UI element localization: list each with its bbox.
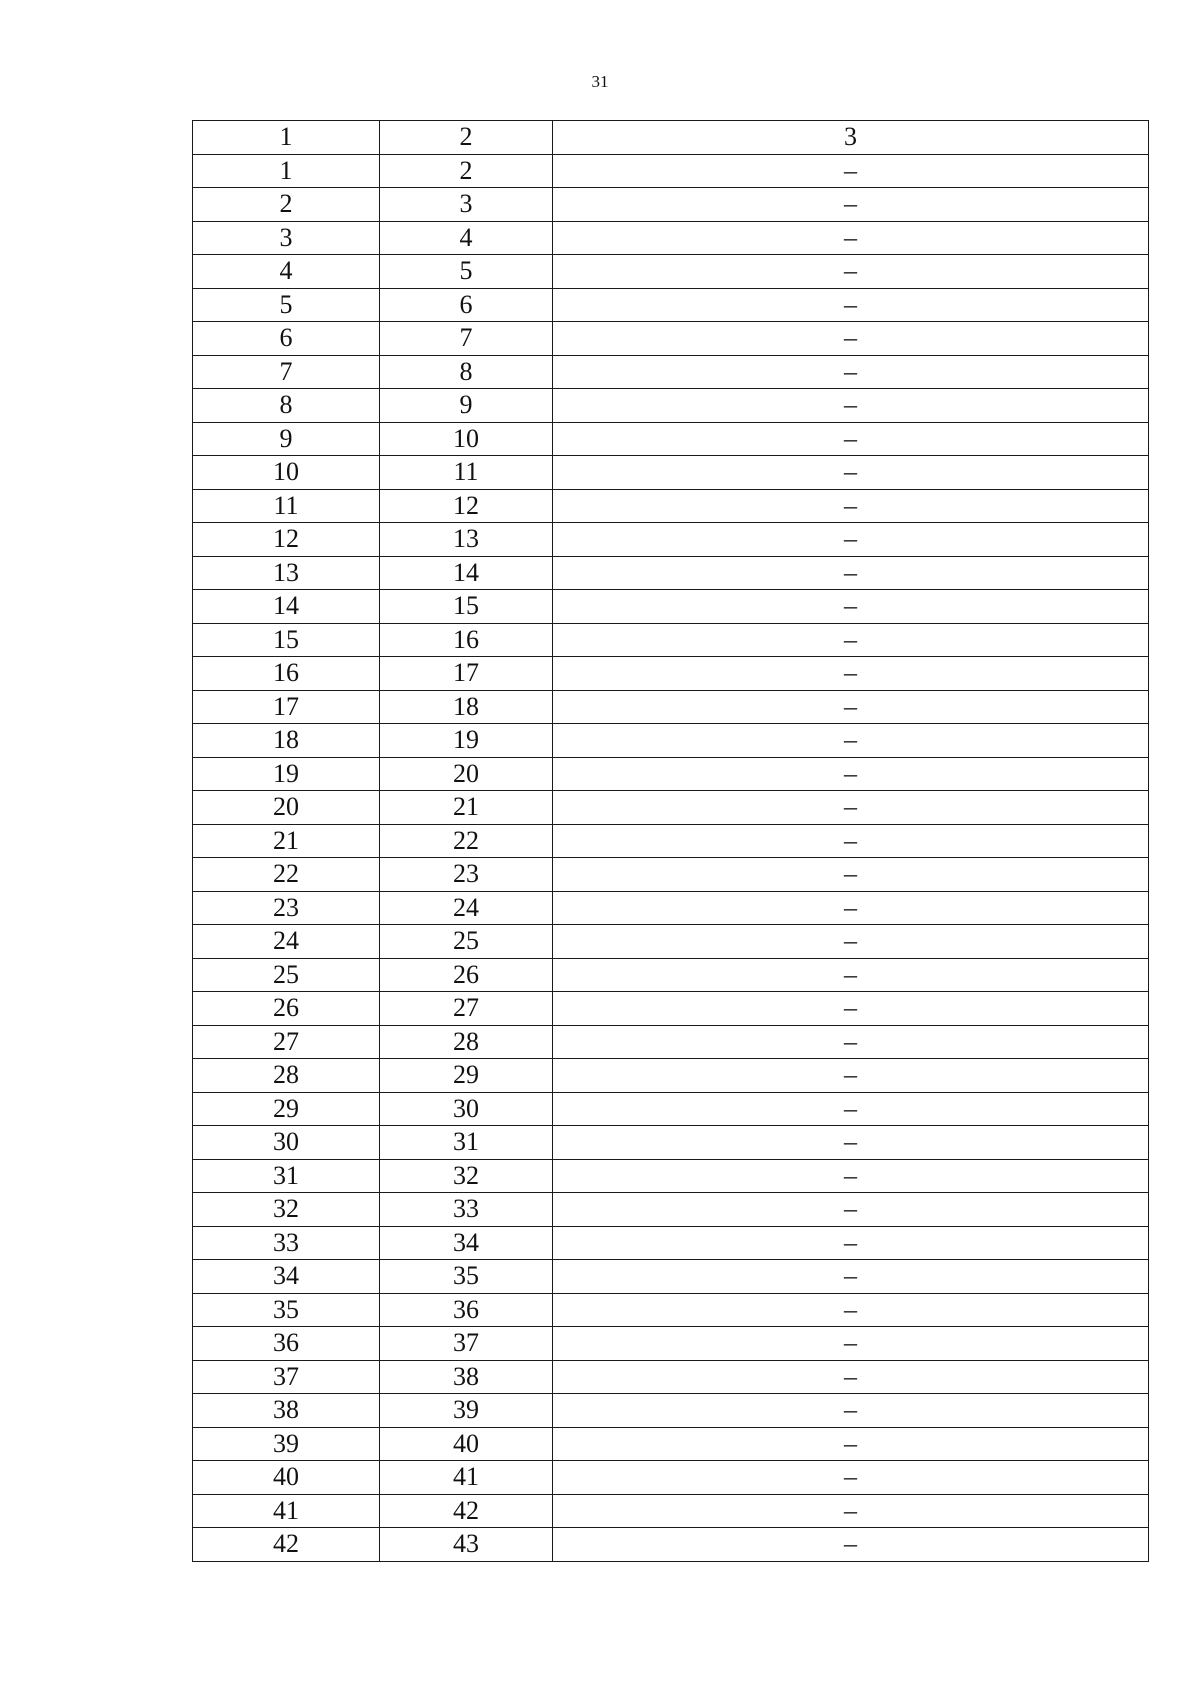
- table-cell-col3: –: [553, 925, 1149, 959]
- table-cell-col2: 41: [380, 1461, 553, 1495]
- table-cell-col2: 38: [380, 1360, 553, 1394]
- table-row: [193, 221, 1149, 255]
- table-row: [193, 858, 1149, 892]
- table-cell-col3: –: [553, 1494, 1149, 1528]
- table-row: [193, 690, 1149, 724]
- table-cell-col1: 9: [193, 422, 380, 456]
- table-cell-col2: 26: [380, 958, 553, 992]
- table-cell-col2: 10: [380, 422, 553, 456]
- table-row: [193, 288, 1149, 322]
- table-cell-col2: 15: [380, 590, 553, 624]
- table-cell-col1: 4: [193, 255, 380, 289]
- table-row: [193, 1025, 1149, 1059]
- table-cell-col2: 3: [380, 188, 553, 222]
- table-cell-col3: –: [553, 992, 1149, 1026]
- table-cell-col1: 22: [193, 858, 380, 892]
- table-cell-col2: 31: [380, 1126, 553, 1160]
- table-cell-col1: 38: [193, 1394, 380, 1428]
- table-cell-col1: 18: [193, 724, 380, 758]
- table-cell-col2: 25: [380, 925, 553, 959]
- table-cell-col3: –: [553, 322, 1149, 356]
- table-cell-col1: 8: [193, 389, 380, 423]
- table-row: [193, 1293, 1149, 1327]
- table-cell-col2: 7: [380, 322, 553, 356]
- table-cell-col3: –: [553, 858, 1149, 892]
- column-header-1: 1: [193, 121, 380, 155]
- table-cell-col3: –: [553, 523, 1149, 557]
- table-cell-col1: 17: [193, 690, 380, 724]
- table-cell-col1: 7: [193, 355, 380, 389]
- table-cell-col2: 23: [380, 858, 553, 892]
- table-cell-col3: –: [553, 1193, 1149, 1227]
- table-row: [193, 958, 1149, 992]
- table-cell-col1: 14: [193, 590, 380, 624]
- table-cell-col3: –: [553, 1394, 1149, 1428]
- table-cell-col3: –: [553, 891, 1149, 925]
- table-cell-col1: 32: [193, 1193, 380, 1227]
- table-cell-col3: –: [553, 1360, 1149, 1394]
- table-row: [193, 623, 1149, 657]
- table-cell-col2: 34: [380, 1226, 553, 1260]
- table-cell-col2: 22: [380, 824, 553, 858]
- table-cell-col1: 2: [193, 188, 380, 222]
- page-number: 31: [591, 72, 609, 91]
- table-cell-col2: 2: [380, 154, 553, 188]
- table-cell-col3: –: [553, 489, 1149, 523]
- table-cell-col2: 28: [380, 1025, 553, 1059]
- table-cell-col3: –: [553, 288, 1149, 322]
- table-row: [193, 590, 1149, 624]
- table-row: [193, 1059, 1149, 1093]
- table-cell-col1: 29: [193, 1092, 380, 1126]
- table-row: [193, 1528, 1149, 1562]
- table-cell-col1: 35: [193, 1293, 380, 1327]
- table-cell-col2: 24: [380, 891, 553, 925]
- table-row: [193, 322, 1149, 356]
- table-cell-col1: 20: [193, 791, 380, 825]
- table-row: [193, 1159, 1149, 1193]
- table-cell-col3: –: [553, 456, 1149, 490]
- table-cell-col3: –: [553, 1327, 1149, 1361]
- table-cell-col3: –: [553, 1025, 1149, 1059]
- table-cell-col2: 4: [380, 221, 553, 255]
- table-row: [193, 1427, 1149, 1461]
- table-cell-col2: 29: [380, 1059, 553, 1093]
- table-cell-col1: 37: [193, 1360, 380, 1394]
- table-row: [193, 891, 1149, 925]
- table-cell-col3: –: [553, 1092, 1149, 1126]
- table-row: [193, 992, 1149, 1026]
- table-cell-col2: 40: [380, 1427, 553, 1461]
- table-cell-col1: 25: [193, 958, 380, 992]
- table-cell-col1: 5: [193, 288, 380, 322]
- table-row: [193, 154, 1149, 188]
- table-cell-col1: 42: [193, 1528, 380, 1562]
- table-cell-col2: 17: [380, 657, 553, 691]
- table-cell-col3: –: [553, 757, 1149, 791]
- table-cell-col2: 37: [380, 1327, 553, 1361]
- table-cell-col3: –: [553, 1461, 1149, 1495]
- table-cell-col3: –: [553, 1159, 1149, 1193]
- table-cell-col1: 24: [193, 925, 380, 959]
- table-cell-col3: –: [553, 590, 1149, 624]
- table-cell-col2: 13: [380, 523, 553, 557]
- table-row: [193, 657, 1149, 691]
- table-cell-col3: –: [553, 1260, 1149, 1294]
- table-cell-col3: –: [553, 690, 1149, 724]
- table-row: [193, 1461, 1149, 1495]
- table-cell-col2: 30: [380, 1092, 553, 1126]
- table-cell-col3: –: [553, 389, 1149, 423]
- table-cell-col1: 10: [193, 456, 380, 490]
- table-cell-col3: –: [553, 154, 1149, 188]
- table-row: [193, 1394, 1149, 1428]
- table-cell-col2: 42: [380, 1494, 553, 1528]
- table-cell-col1: 27: [193, 1025, 380, 1059]
- table-cell-col2: 12: [380, 489, 553, 523]
- table-cell-col2: 11: [380, 456, 553, 490]
- table-cell-col2: 32: [380, 1159, 553, 1193]
- table-cell-col2: 9: [380, 389, 553, 423]
- table-cell-col1: 34: [193, 1260, 380, 1294]
- table-cell-col1: 39: [193, 1427, 380, 1461]
- table-cell-col2: 18: [380, 690, 553, 724]
- table-row: [193, 188, 1149, 222]
- table-cell-col2: 8: [380, 355, 553, 389]
- table-cell-col1: 36: [193, 1327, 380, 1361]
- table-row: [193, 791, 1149, 825]
- table-cell-col2: 6: [380, 288, 553, 322]
- table-cell-col2: 14: [380, 556, 553, 590]
- table-cell-col1: 6: [193, 322, 380, 356]
- table-cell-col2: 43: [380, 1528, 553, 1562]
- table-cell-col2: 35: [380, 1260, 553, 1294]
- table-cell-col1: 11: [193, 489, 380, 523]
- table-cell-col2: 39: [380, 1394, 553, 1428]
- table-cell-col1: 33: [193, 1226, 380, 1260]
- table-cell-col2: 16: [380, 623, 553, 657]
- table-row: [193, 1327, 1149, 1361]
- table-cell-col3: –: [553, 1059, 1149, 1093]
- table-row: [193, 489, 1149, 523]
- table-cell-col3: –: [553, 422, 1149, 456]
- table-cell-col1: 23: [193, 891, 380, 925]
- data-table: [192, 120, 1149, 1562]
- table-cell-col3: –: [553, 1226, 1149, 1260]
- table-cell-col3: –: [553, 958, 1149, 992]
- table-row: [193, 1226, 1149, 1260]
- table-cell-col1: 28: [193, 1059, 380, 1093]
- column-header-2: 2: [380, 121, 553, 155]
- table-row: [193, 556, 1149, 590]
- table-row: [193, 1360, 1149, 1394]
- table-body: [193, 121, 1149, 1562]
- table-cell-col3: –: [553, 1293, 1149, 1327]
- table-cell-col2: 20: [380, 757, 553, 791]
- table-cell-col1: 41: [193, 1494, 380, 1528]
- table-cell-col1: 31: [193, 1159, 380, 1193]
- table-cell-col1: 13: [193, 556, 380, 590]
- table-cell-col3: –: [553, 824, 1149, 858]
- table-row: [193, 757, 1149, 791]
- table-row: [193, 355, 1149, 389]
- table-row: [193, 389, 1149, 423]
- table-cell-col2: 5: [380, 255, 553, 289]
- table-row: [193, 724, 1149, 758]
- table-cell-col3: –: [553, 355, 1149, 389]
- table-cell-col2: 19: [380, 724, 553, 758]
- table-cell-col3: –: [553, 221, 1149, 255]
- table-cell-col3: –: [553, 255, 1149, 289]
- table-row: [193, 1193, 1149, 1227]
- table-cell-col1: 16: [193, 657, 380, 691]
- table-cell-col1: 3: [193, 221, 380, 255]
- table-cell-col1: 30: [193, 1126, 380, 1160]
- table-cell-col3: –: [553, 188, 1149, 222]
- table-row: [193, 422, 1149, 456]
- table-cell-col3: –: [553, 623, 1149, 657]
- table-row: [193, 456, 1149, 490]
- table-cell-col3: –: [553, 657, 1149, 691]
- table-row: [193, 1126, 1149, 1160]
- table-row: [193, 1494, 1149, 1528]
- table-row: [193, 1092, 1149, 1126]
- table-cell-col2: 21: [380, 791, 553, 825]
- table-row: [193, 255, 1149, 289]
- table-cell-col1: 19: [193, 757, 380, 791]
- table-cell-col1: 40: [193, 1461, 380, 1495]
- table-cell-col1: 15: [193, 623, 380, 657]
- table-cell-col1: 1: [193, 154, 380, 188]
- table-cell-col1: 12: [193, 523, 380, 557]
- table-row: [193, 523, 1149, 557]
- table-cell-col3: –: [553, 724, 1149, 758]
- table-cell-col3: –: [553, 1427, 1149, 1461]
- table-cell-col3: –: [553, 1126, 1149, 1160]
- table-cell-col1: 21: [193, 824, 380, 858]
- table-cell-col1: 26: [193, 992, 380, 1026]
- table-row: [193, 824, 1149, 858]
- table-cell-col2: 36: [380, 1293, 553, 1327]
- column-header-3: 3: [553, 121, 1149, 155]
- table-cell-col3: –: [553, 1528, 1149, 1562]
- table-cell-col3: –: [553, 791, 1149, 825]
- table-row: [193, 925, 1149, 959]
- table-row: [193, 1260, 1149, 1294]
- table-cell-col2: 27: [380, 992, 553, 1026]
- table-cell-col3: –: [553, 556, 1149, 590]
- table-header-row: [193, 121, 1149, 155]
- table-cell-col2: 33: [380, 1193, 553, 1227]
